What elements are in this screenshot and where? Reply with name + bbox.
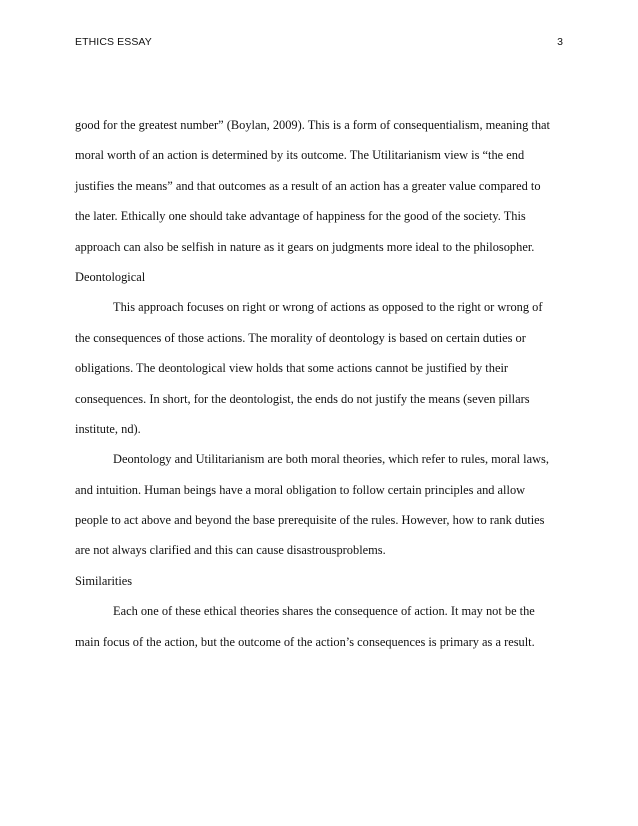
- text-line: the consequences of those actions. The morality of deontology is based on certain duties or: [75, 330, 526, 345]
- text-line: justifies the means” and that outcomes as a result of an action has a greater value compared to: [75, 178, 541, 193]
- text-line: institute, nd).: [75, 421, 141, 436]
- section-heading-similarities: Similarities: [75, 573, 133, 588]
- text-line: moral worth of an action is determined by its outcome. The Utilitarianism view is “the end: [75, 148, 525, 163]
- text-line: and intuition. Human beings have a moral obligation to follow certain principles and allow: [75, 482, 526, 497]
- text-line: the later. Ethically one should take advantage of happiness for the good of the society. This: [75, 209, 526, 224]
- text-line: people to act above and beyond the base prerequisite of the rules. However, how to rank duties: [75, 513, 545, 528]
- running-head-title: ETHICS ESSAY: [75, 36, 152, 48]
- text-line: are not always clarified and this can cause disastrousproblems.: [75, 543, 386, 558]
- page-number: 3: [557, 36, 563, 48]
- text-line: good for the greatest number” (Boylan, 2009). This is a form of consequentialism, meaning that: [75, 118, 550, 132]
- text-line: This approach focuses on right or wrong of actions as opposed to the right or wrong of: [113, 300, 543, 315]
- text-line: main focus of the action, but the outcome of the action’s consequences is primary as a result.: [75, 634, 535, 649]
- text-line: approach can also be selfish in nature as it gears on judgments more ideal to the philosopher.: [75, 239, 535, 254]
- section-heading-deontological: Deontological: [75, 269, 146, 284]
- text-line: consequences. In short, for the deontologist, the ends do not justify the means (seven pillars: [75, 391, 530, 406]
- running-head: [75, 36, 563, 52]
- text-line: obligations. The deontological view holds that some actions cannot be justified by their: [75, 361, 509, 376]
- body-text: [75, 116, 565, 663]
- text-line: Deontology and Utilitarianism are both moral theories, which refer to rules, moral laws,: [113, 452, 549, 467]
- text-line: Each one of these ethical theories shares the consequence of action. It may not be the: [113, 604, 535, 619]
